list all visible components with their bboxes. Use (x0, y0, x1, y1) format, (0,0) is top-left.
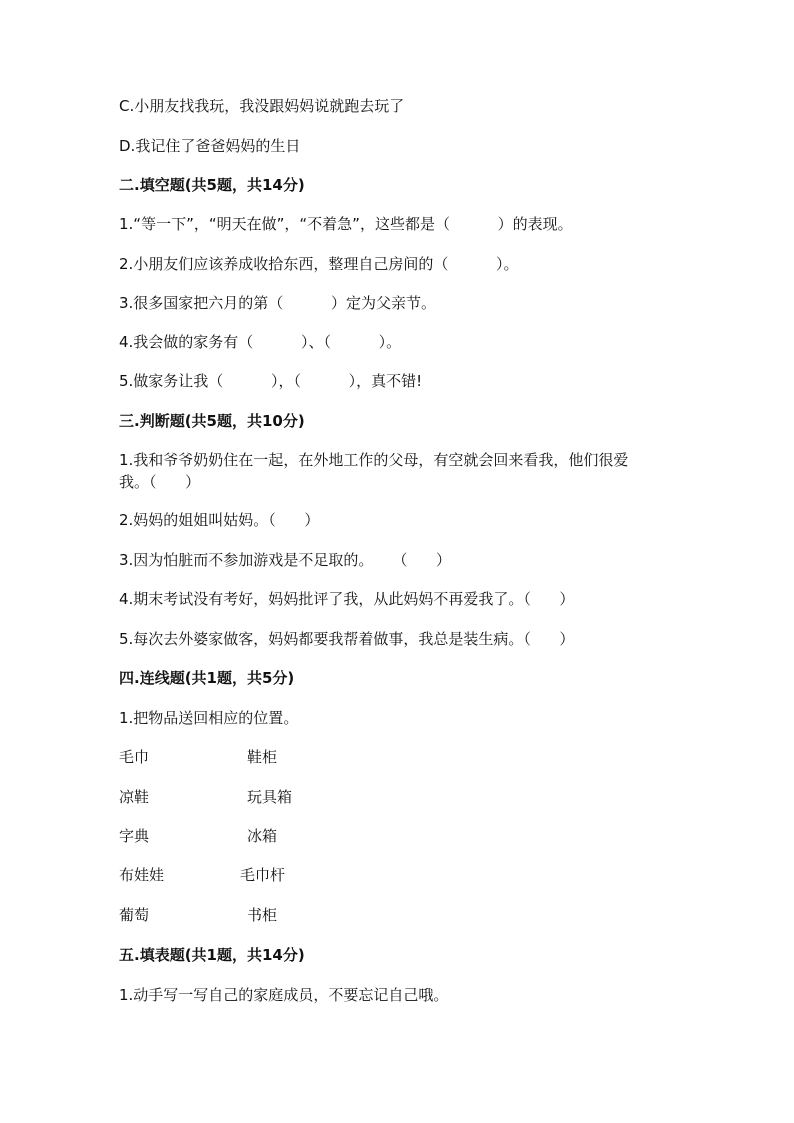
matching-item: 凉鞋 (119, 788, 150, 806)
matching-place: 冰箱 (247, 827, 278, 845)
fill-blank-question-4: 4.我会做的家务有（ ）、（ ）。 (119, 333, 402, 351)
matching-item: 字典 (119, 827, 150, 845)
true-false-question-3: 3.因为怕脏而不参加游戏是不足取的。 （ ） (119, 551, 451, 569)
true-false-question-1-line-1: 1.我和爷爷奶奶住在一起，在外地工作的父母，有空就会回来看我，他们很爱 (119, 451, 629, 469)
option-c: C.小朋友找我玩，我没跟妈妈说就跑去玩了 (119, 97, 405, 115)
matching-place: 鞋柜 (247, 748, 278, 766)
matching-prompt: 1.把物品送回相应的位置。 (119, 709, 299, 727)
fill-blank-question-1: 1.“等一下”，“明天在做”，“不着急”，这些都是（ ）的表现。 (119, 215, 573, 233)
section-heading-fill-blank: 二.填空题(共5题，共14分) (119, 176, 305, 194)
section-heading-table: 五.填表题(共1题，共14分) (119, 946, 305, 964)
section-heading-true-false: 三.判断题(共5题，共10分) (119, 412, 305, 430)
true-false-question-4: 4.期末考试没有考好，妈妈批评了我，从此妈妈不再爱我了。（ ） (119, 590, 575, 608)
section-heading-matching: 四.连线题(共1题，共5分) (119, 669, 295, 687)
matching-place: 玩具箱 (247, 788, 293, 806)
fill-blank-question-2: 2.小朋友们应该养成收拾东西，整理自己房间的（ ）。 (119, 255, 519, 273)
matching-item: 毛巾 (119, 748, 150, 766)
table-prompt: 1.动手写一写自己的家庭成员，不要忘记自己哦。 (119, 986, 449, 1004)
true-false-question-2: 2.妈妈的姐姐叫姑妈。（ ） (119, 511, 320, 529)
fill-blank-question-5: 5.做家务让我（ ），（ ），真不错! (119, 372, 423, 390)
option-d: D.我记住了爸爸妈妈的生日 (119, 137, 301, 155)
true-false-question-1-line-2: 我。（ ） (119, 473, 201, 491)
fill-blank-question-3: 3.很多国家把六月的第（ ）定为父亲节。 (119, 294, 436, 312)
matching-place: 毛巾杆 (240, 866, 286, 884)
matching-item: 布娃娃 (119, 866, 165, 884)
true-false-question-5: 5.每次去外婆家做客，妈妈都要我帮着做事，我总是装生病。（ ） (119, 630, 575, 648)
matching-item: 葡萄 (119, 906, 150, 924)
matching-place: 书柜 (247, 906, 278, 924)
